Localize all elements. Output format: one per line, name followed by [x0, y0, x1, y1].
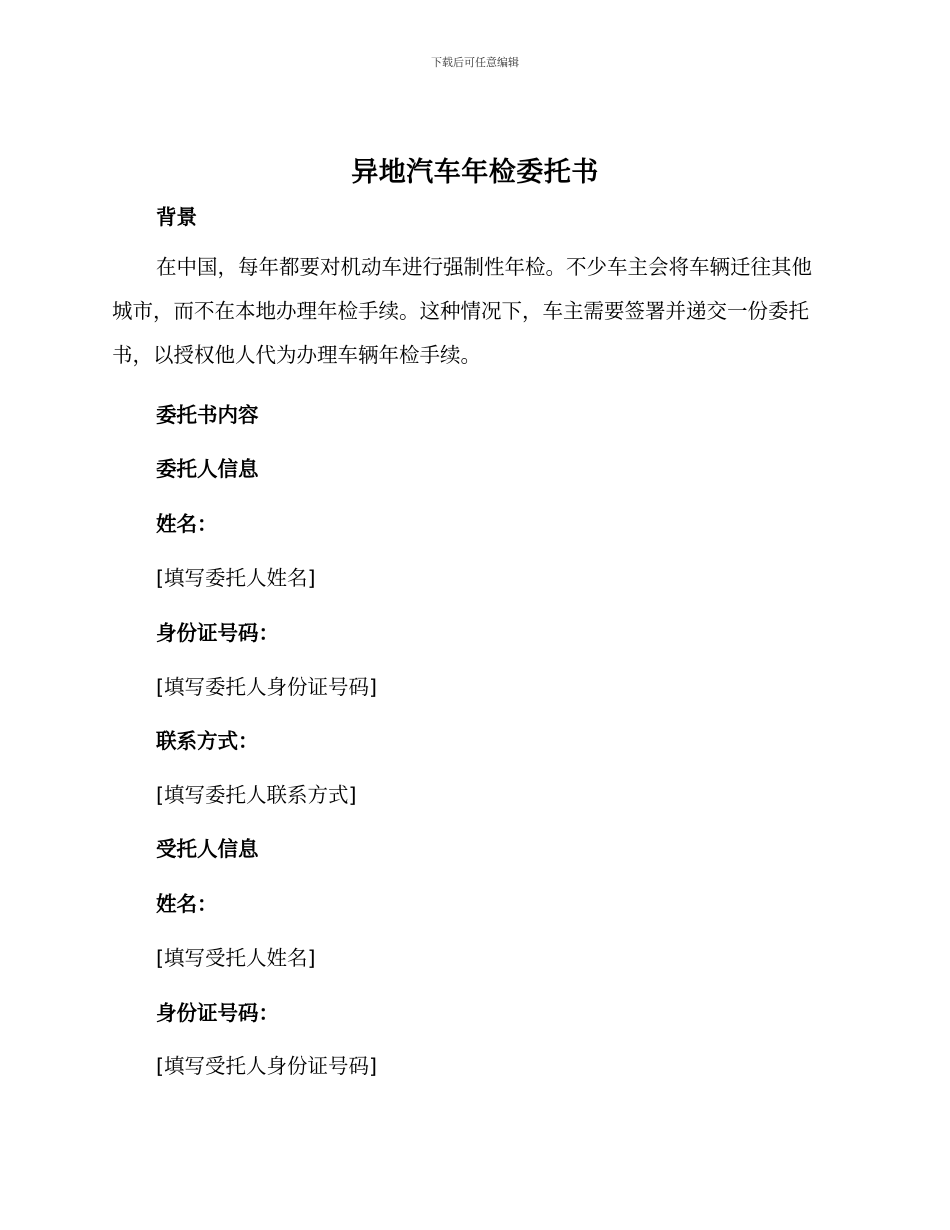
principal-contact-value: [填写委托人联系方式] — [156, 783, 357, 807]
agent-heading: 受托人信息 — [156, 837, 259, 861]
agent-name-label: 姓名： — [156, 892, 218, 916]
document-title: 异地汽车年检委托书 — [351, 157, 599, 188]
background-paragraph: 在中国，每年都要对机动车进行强制性年检。不少车主会将车辆迁往其他城市，而不在本地办理年检手续。这种情况下，车主需要签署并递交一份委托书，以授权他人代为办理车辆年检手续。 — [112, 255, 812, 367]
principal-name-value: [填写委托人姓名] — [156, 566, 316, 590]
agent-id-value: [填写受托人身份证号码] — [156, 1054, 377, 1078]
background-heading: 背景 — [156, 205, 197, 229]
page-header: 下载后可任意编辑 — [431, 56, 519, 69]
principal-id-value: [填写委托人身份证号码] — [156, 675, 377, 699]
principal-id-label: 身份证号码： — [156, 621, 279, 645]
principal-contact-label: 联系方式： — [156, 729, 259, 753]
content-heading: 委托书内容 — [156, 403, 259, 427]
principal-heading: 委托人信息 — [156, 457, 259, 481]
agent-id-label: 身份证号码： — [156, 1001, 279, 1025]
principal-name-label: 姓名： — [156, 512, 218, 536]
agent-name-value: [填写受托人姓名] — [156, 946, 316, 970]
